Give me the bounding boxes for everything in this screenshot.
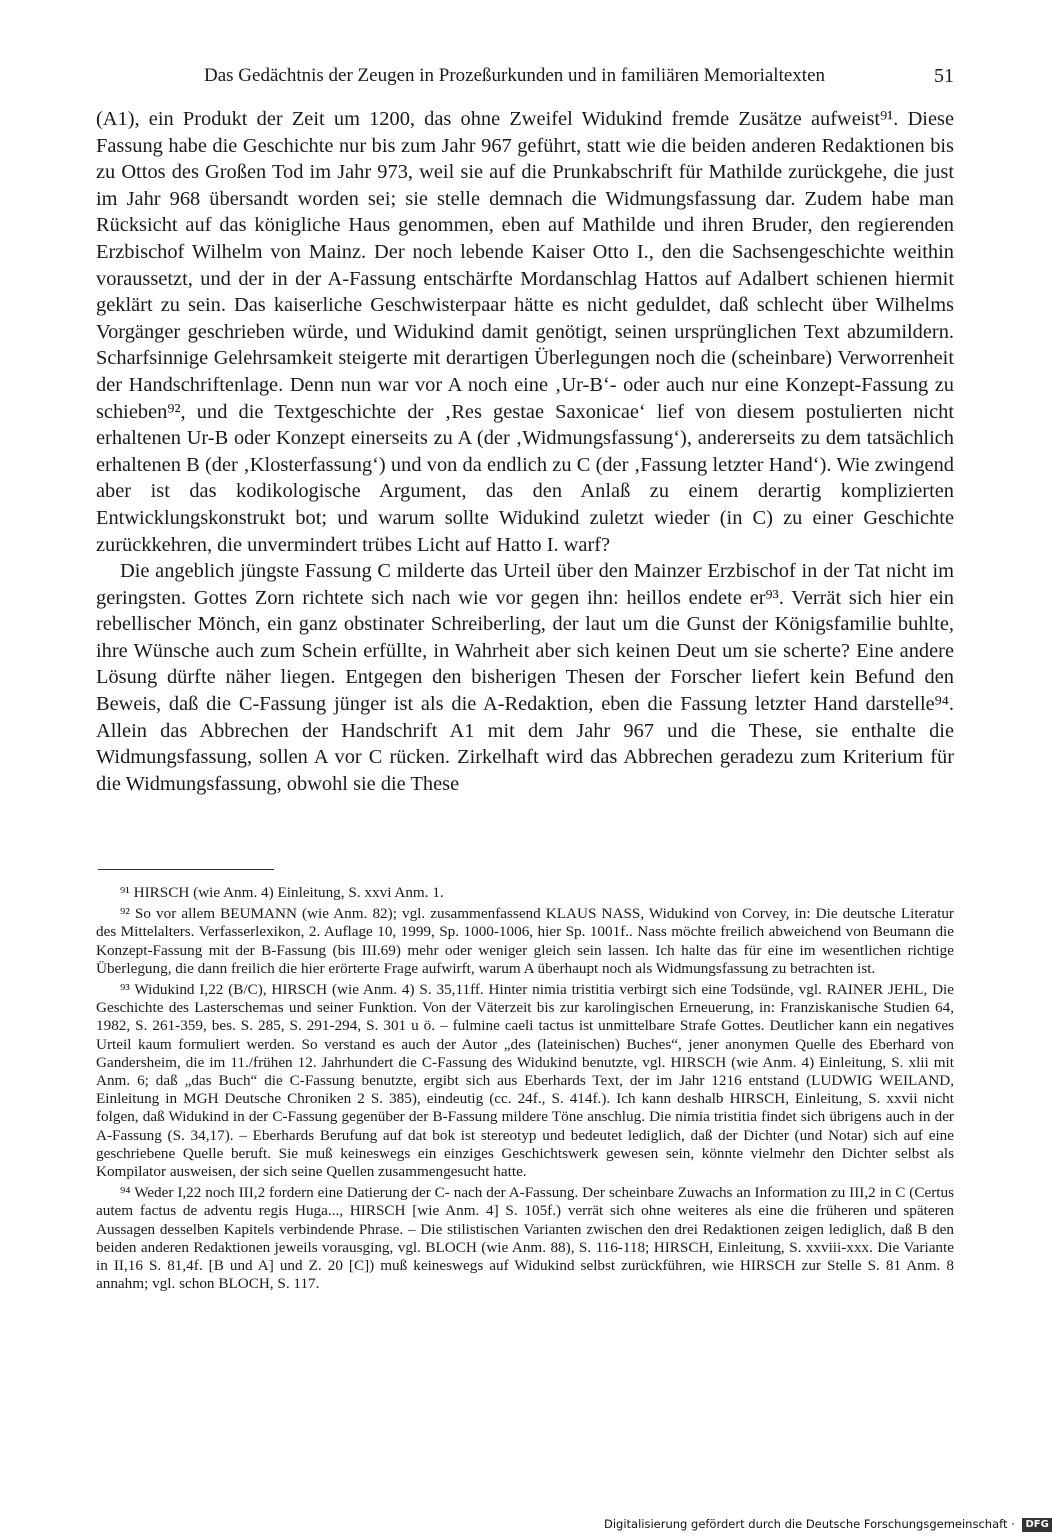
footnote-rule: [98, 869, 274, 870]
main-text: [96, 106, 954, 797]
footnotes: [96, 884, 954, 1296]
running-head: [96, 62, 966, 90]
running-title: Das Gedächtnis der Zeugen in Prozeßurkunden und in familiären Memorialtexten: [204, 65, 825, 86]
dfg-logo: DFG: [1022, 1518, 1051, 1532]
body-paragraph-1: (A1), ein Produkt der Zeit um 1200, das ohne Zweifel Widukind fremde Zusätze aufweist⁹¹. Diese Fassung habe die Geschichte nur bis zum Jahr 967 geführt, statt wie die beiden anderen Redaktionen bis zu Ottos des Großen Tod im Jahr 973, weil sie auf die Prunkabschrift für Mathilde zurückgehe, die just im Jahr 968 übersandt worden sei; sie stelle demnach die Widmungsfassung dar. Zudem habe man Rücksicht auf das königliche Haus genommen, eben auf Mathilde und ihren Bruder, den regierenden Erzbischof Wilhelm von Mainz. Der noch lebende Kaiser Otto I., den die Sachsengeschichte weithin voraussetzt, und der in der A-Fassung entschärfte Mordanschlag Hattos auf Adalbert schienen hiermit geklärt zu sein. Das kaiserliche Geschwisterpaar hätte es nicht geduldet, daß schlecht über Wilhelms Vorgänger geschrieben würde, und Widukind damit genötigt, seinen ursprünglichen Text abzumildern. Scharfsinnige Gelehrsamkeit steigerte mit derartigen Überlegungen noch die (scheinbare) Verworrenheit der Handschriftenlage. Denn nun war vor A noch eine ‚Ur-B‘- oder auch nur eine Konzept-Fassung zu schieben⁹², und die Textgeschichte der ‚Res gestae Saxonicae‘ lief von diesem postulierten nicht erhaltenen Ur-B oder Konzept einerseits zu A (der ‚Widmungsfassung‘), andererseits zu dem tatsächlich erhaltenen B (der ‚Klosterfassung‘) und von da endlich zu C (der ‚Fassung letzter Hand‘). Wie zwingend aber ist das kodikologische Argument, das den Anlaß zu einem derartig komplizierten Entwicklungskonstrukt bot; und warum sollte Widukind zuletzt wieder (in C) zu einer Geschichte zurückkehren, die unvermindert trübes Licht auf Hatto I. warf?: [96, 108, 954, 556]
page-number: 51: [934, 65, 954, 87]
digitization-credit: [604, 1515, 1049, 1533]
footnote-94: ⁹⁴ Weder I,22 noch III,2 fordern eine Datierung der C- nach der A-Fassung. Der scheinbare Zuwachs an Information zu III,2 in C (Certus autem factus de adventu regis Huga..., HIRSCH [wie Anm. 4] S. 105f.) verrät sich ohne weiteres als eine die früheren und späteren Aussagen desselben Kapitels verbindende Phrase. – Die stilistischen Varianten zwischen den drei Redaktionen zeigen lediglich, daß B den beiden anderen Redaktionen jeweils vorausging, vgl. BLOCH (wie Anm. 88), S. 116-118; HIRSCH, Einleitung, S. xxviii-xxx. Die Variante in II,16 S. 81,4f. [B und A] und Z. 20 [C]) muß keineswegs auf Widukind selbst zurückführen, wie HIRSCH zur Stelle S. 81 Anm. 8 annahm; vgl. schon BLOCH, S. 117.: [96, 1184, 954, 1293]
footnote-93: ⁹³ Widukind I,22 (B/C), HIRSCH (wie Anm. 4) S. 35,11ff. Hinter nimia tristitia verbirgt sich eine Todsünde, vgl. RAINER JEHL, Die Geschichte des Lasterschemas und seiner Funktion. Von der Väterzeit bis zur karolingischen Erneuerung, in: Franziskanische Studien 64, 1982, S. 261-359, bes. S. 285, S. 291-294, S. 301 u ö. – fulmine caeli tactus ist unmittelbare Strafe Gottes. Deutlicher kann ein negatives Urteil kaum formuliert werden. So verstand es auch der Autor „des (lateinischen) Buches“, jener anonymen Quelle des Eberhard von Gandersheim, die im 11./frühen 12. Jahrhundert die C-Fassung des Widukind benutzte, vgl. HIRSCH (wie Anm. 4) Einleitung, S. xlii mit Anm. 6; daß „das Buch“ die C-Fassung benutzte, ergibt sich aus Eberhards Text, der im Jahr 1216 entstand (LUDWIG WEILAND, Einleitung in MGH Deutsche Chroniken 2 S. 385), eindeutig (cc. 24f., S. 414f.). Ich kann deshalb HIRSCH, Einleitung, S. xxvii nicht folgen, daß Widukind in der C-Fassung gegenüber der B-Fassung mildere Töne anschlug. Die nimia tristitia findet sich übrigens auch in der A-Fassung (S. 34,17). – Eberhards Berufung auf dat bok ist stereotyp und bedeutet lediglich, daß der Dichter (und Notar) sich auf eine geschriebene Quelle beruft. Sie muß keineswegs ein einziges Geschichtswerk gewesen sein, könnte vielmehr den Dichter selbst als Kompilator ausweisen, der sich seine Quellen zusammengesucht hatte.: [96, 981, 954, 1181]
footnote-92: ⁹² So vor allem BEUMANN (wie Anm. 82); vgl. zusammenfassend KLAUS NASS, Widukind von Corvey, in: Die deutsche Literatur des Mittelalters. Verfasserlexikon, 2. Auflage 10, 1999, Sp. 1000-1006, hier Sp. 1001f.. Nass möchte freilich abweichend von Beumann die Konzept-Fassung mit der B-Fassung (bis III.69) mehr oder weniger gleich sein lassen. Ich halte das für eine im wesentlichen richtige Überlegung, die dann freilich die hier erörterte Frage aufwirft, warum A überhaupt noch als Widmungsfassung zu betrachten ist.: [96, 905, 954, 977]
body-paragraph-2: Die angeblich jüngste Fassung C milderte das Urteil über den Mainzer Erzbischof in der Tat nicht im geringsten. Gottes Zorn richtete sich nach wie vor gegen ihn: heillos endete er⁹³. Verrät sich hier ein rebellischer Mönch, ein ganz obstinater Schreiberling, der laut um die Gunst der Königsfamilie buhlte, ihre Wünsche auch zum Schein erfüllte, in Wahrheit aber sich keinen Deut um sie scherte? Eine andere Lösung dürfte näher liegen. Entgegen den bisherigen Thesen der Forscher liefert kein Befund den Beweis, daß die C-Fassung jünger ist als die A-Redaktion, eben die Fassung letzter Hand darstelle⁹⁴. Allein das Abbrechen der Handschrift A1 mit dem Jahr 967 und die These, sie enthalte die Widmungsfassung, sollen A vor C rücken. Zirkelhaft wird das Abbrechen geradezu zum Kriterium für die Widmungsfassung, obwohl sie die These: [96, 560, 954, 795]
footnote-91: ⁹¹ HIRSCH (wie Anm. 4) Einleitung, S. xxvi Anm. 1.: [120, 884, 444, 901]
credit-text: Digitalisierung gefördert durch die Deutsche Forschungsgemeinschaft ·: [604, 1517, 1015, 1531]
